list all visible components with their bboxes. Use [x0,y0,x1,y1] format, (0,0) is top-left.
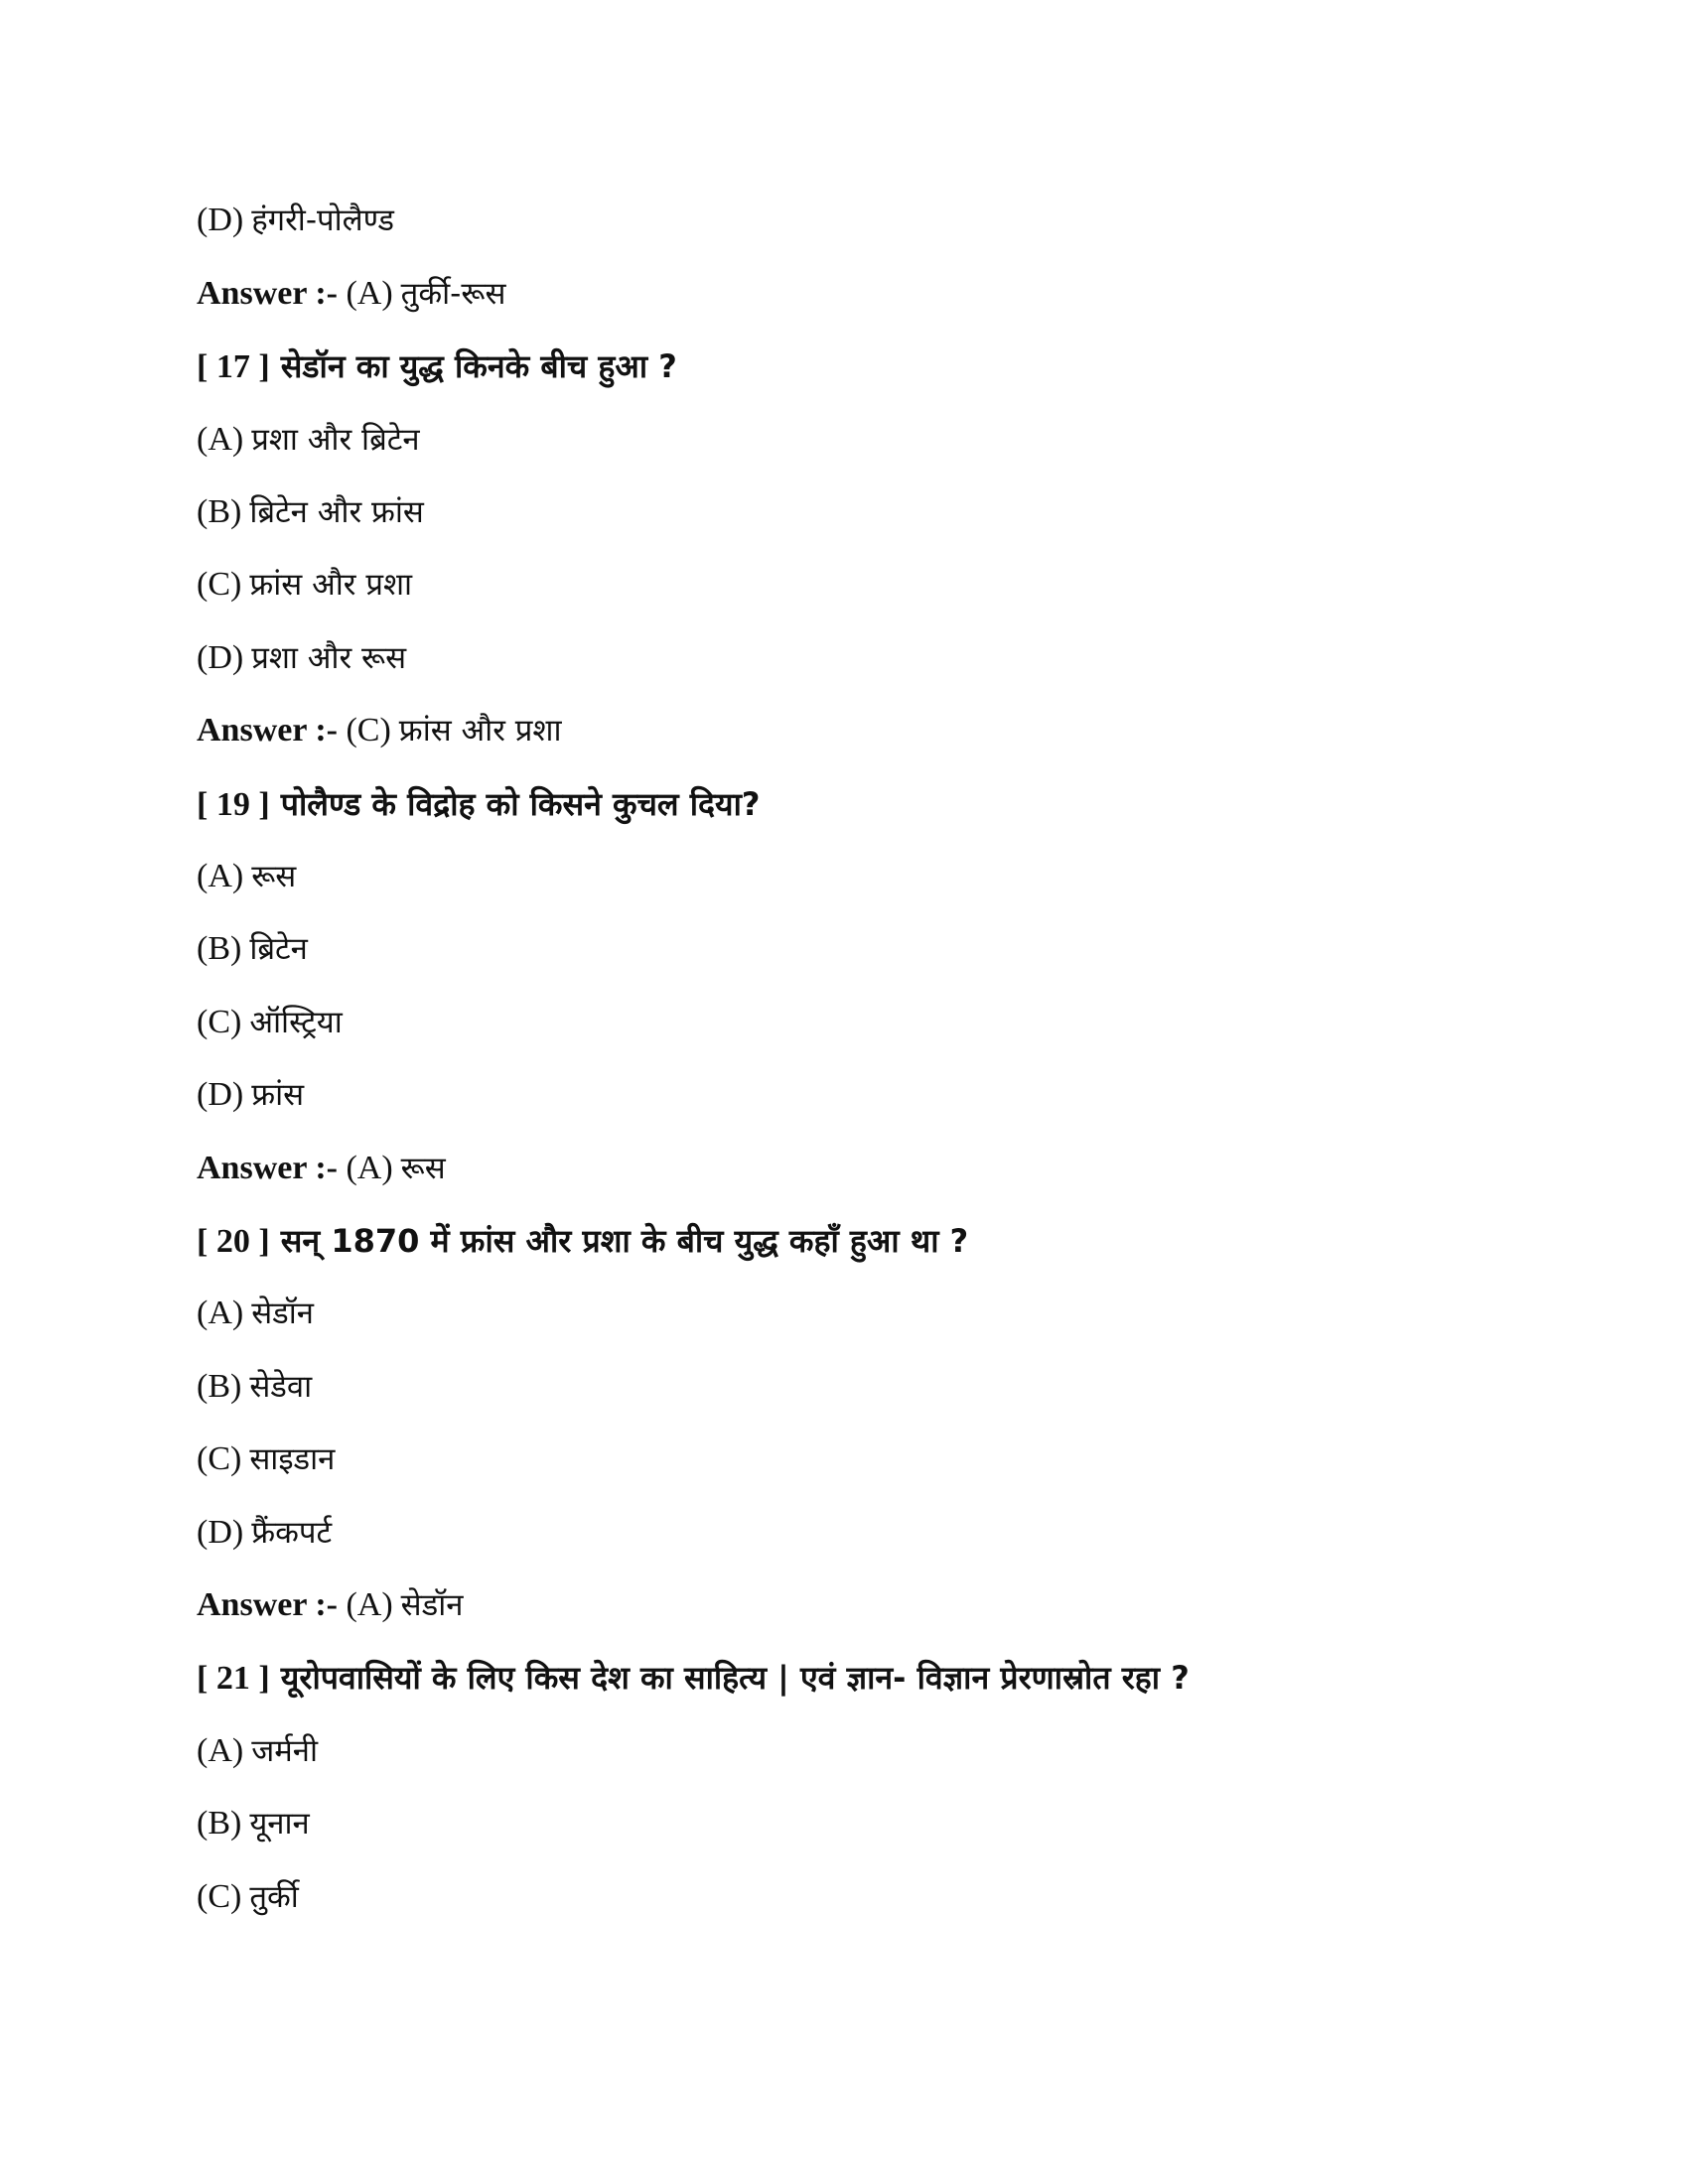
option-text: साइडान [249,1441,336,1477]
option-text: प्रशा और रूस [251,640,407,676]
answer-letter: (A) [346,1586,393,1623]
option-letter: (B) [197,1368,242,1405]
option-letter: (C) [197,1878,242,1915]
answer-label: Answer :- [197,275,338,312]
option-line [197,1284,314,1343]
option-line [197,1430,335,1489]
option-line [197,1357,312,1417]
option-line [197,1503,332,1563]
question-number: [ 17 ] [197,348,270,385]
option-letter: (D) [197,1514,244,1551]
option-text: सेडेवा [249,1369,313,1405]
option-line [197,482,424,542]
question-heading [197,1211,968,1271]
answer-label: Answer :- [197,1150,338,1186]
option-line [197,1721,318,1781]
answer-text: तुर्की-रूस [400,276,506,312]
answer-text: फ्रांस और प्रशा [398,713,562,749]
option-text: रूस [251,859,297,894]
option-line [197,191,394,250]
answer-text: रूस [400,1151,446,1186]
option-letter: (A) [197,421,244,458]
answer-line [197,264,505,324]
option-text: जर्मनी [251,1733,318,1769]
option-text: यूनान [249,1806,310,1842]
option-letter: (C) [197,1440,242,1477]
option-text: ब्रिटेन [249,931,308,967]
option-text: फ्रैंकपर्ट [251,1515,333,1551]
answer-line [197,1139,446,1198]
option-letter: (B) [197,1805,242,1842]
answer-label: Answer :- [197,1586,338,1623]
option-line [197,1065,304,1125]
option-line [197,993,343,1052]
question-heading [197,337,677,396]
option-letter: (D) [197,1076,244,1113]
option-letter: (A) [197,1732,244,1769]
option-text: प्रशा और ब्रिटेन [251,422,420,458]
option-text: ऑस्ट्रिया [249,1005,343,1040]
question-text: सन् 1870 में फ्रांस और प्रशा के बीच युद्ध कहाँ हुआ था ? [280,1222,969,1260]
question-heading [197,774,760,834]
option-text: फ्रांस और प्रशा [249,567,413,603]
option-line [197,1794,310,1853]
answer-line [197,1575,463,1635]
option-letter: (B) [197,930,242,967]
option-letter: (C) [197,1004,242,1040]
question-text: यूरोपवासियों के लिए किस देश का साहित्य | एवं ज्ञान- विज्ञान प्रेरणास्रोत रहा ? [280,1659,1190,1697]
option-line [197,555,412,614]
option-text: फ्रांस [251,1077,305,1113]
answer-text: सेडॉन [400,1587,464,1623]
option-letter: (D) [197,639,244,676]
question-number: [ 21 ] [197,1660,270,1697]
option-letter: (A) [197,1295,244,1331]
option-line [197,847,296,906]
answer-label: Answer :- [197,712,338,749]
option-letter: (B) [197,493,242,530]
option-line [197,628,406,688]
option-text: तुर्की [249,1879,299,1915]
question-heading [197,1648,1190,1707]
option-line [197,410,420,470]
option-line [197,1867,299,1927]
option-text: सेडॉन [251,1296,314,1331]
option-text: हंगरी-पोलैण्ड [251,203,394,238]
option-letter: (D) [197,202,244,238]
answer-letter: (C) [346,712,391,749]
answer-letter: (A) [346,1150,393,1186]
answer-letter: (A) [346,275,393,312]
question-number: [ 20 ] [197,1223,270,1260]
option-letter: (C) [197,566,242,603]
option-line [197,919,308,979]
question-text: पोलैण्ड के विद्रोह को किसने कुचल दिया? [280,785,761,823]
question-text: सेडॉन का युद्ध किनके बीच हुआ ? [280,347,677,385]
question-number: [ 19 ] [197,786,270,823]
answer-line [197,701,562,760]
option-letter: (A) [197,858,244,894]
option-text: ब्रिटेन और फ्रांस [249,494,424,530]
